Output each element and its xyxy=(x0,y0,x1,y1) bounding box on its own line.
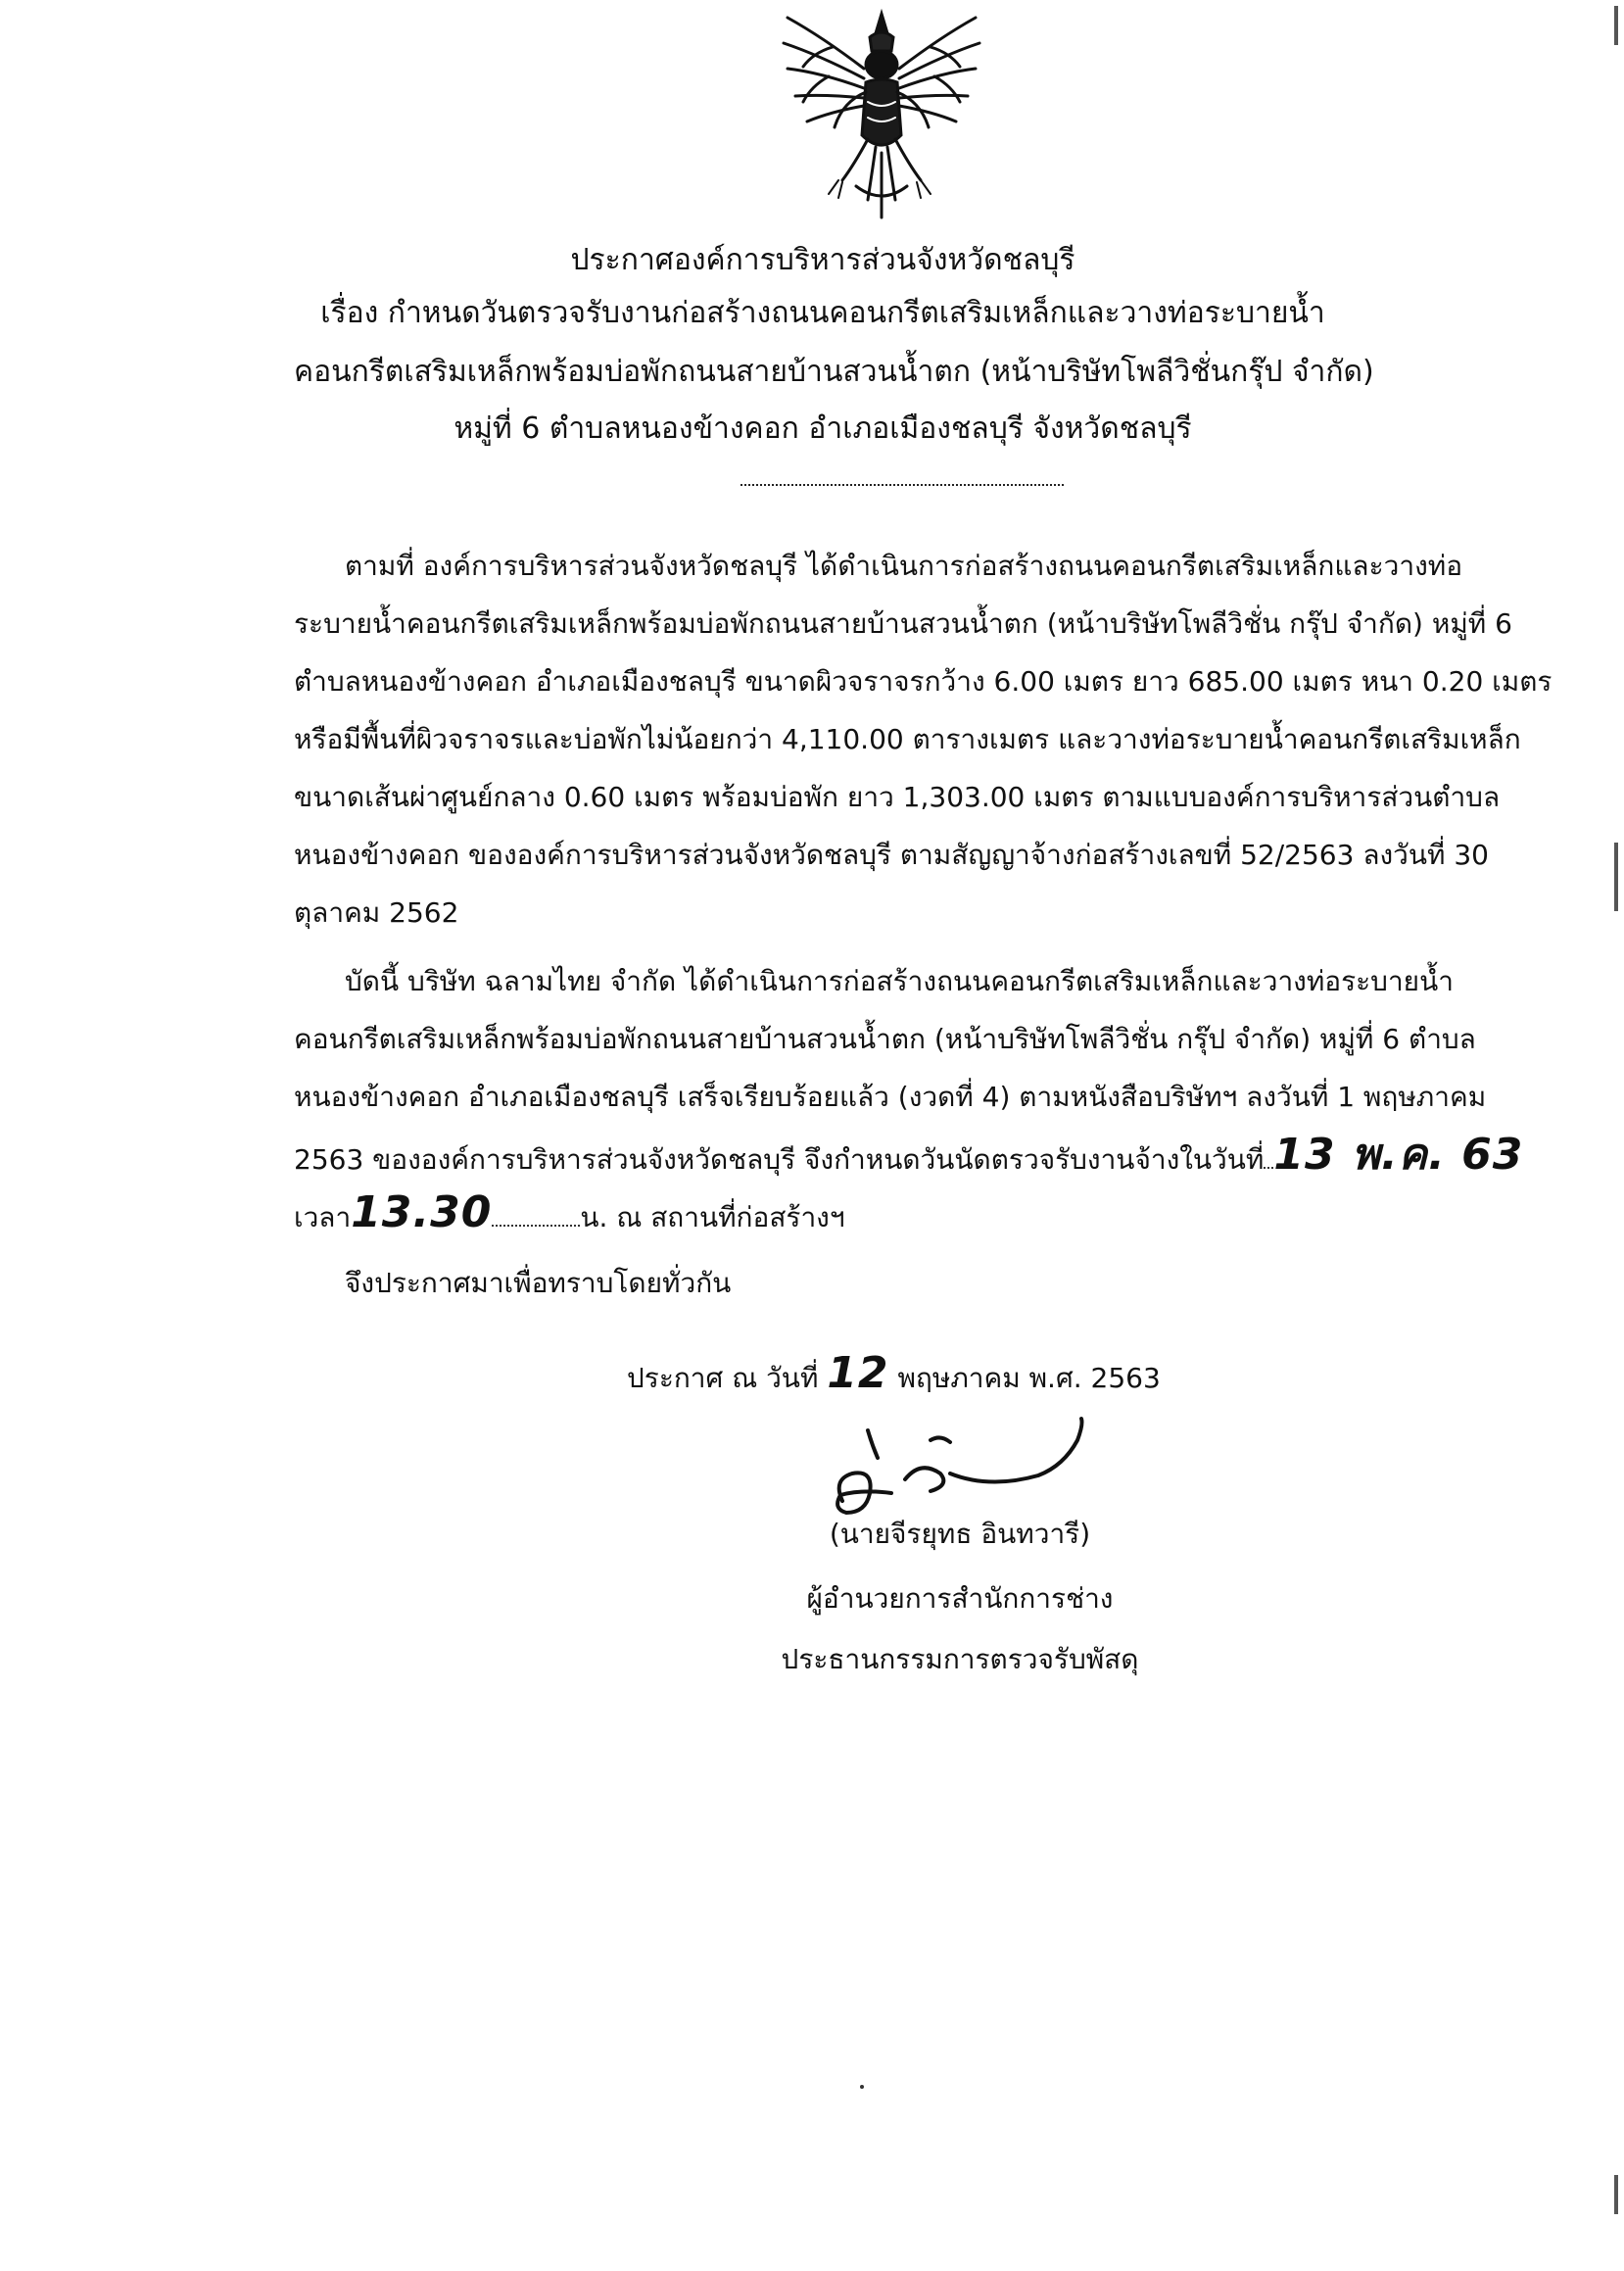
time-label: เวลา xyxy=(294,1201,352,1233)
paragraph-line: ระบายน้ำคอนกรีตเสริมเหล็กพร้อมบ่อพักถนนสายบ้านสวนน้ำตก (หน้าบริษัทโพลีวิชั่น กรุ๊ป จำกัด) หมู่ที่ 6 xyxy=(294,607,1512,640)
signature xyxy=(823,1411,1136,1528)
paragraph-completion xyxy=(294,952,1524,1241)
scan-edge-mark xyxy=(1614,2175,1618,2214)
paragraph-line: หนองข้างคอก อำเภอเมืองชลบุรี เสร็จเรียบร้อยแล้ว (งวดที่ 4) ตามหนังสือบริษัทฯ ลงวันที่ 1 พฤษภาคม xyxy=(294,1081,1487,1113)
handwritten-inspection-date: 13 พ.ค. 63 xyxy=(1273,1130,1524,1180)
paragraph-line xyxy=(294,1184,1450,1241)
paragraph-line: ขนาดเส้นผ่าศูนย์กลาง 0.60 เมตร พร้อมบ่อพัก ยาว 1,303.00 เมตร ตามแบบองค์การบริหารส่วนตำบล xyxy=(294,781,1501,813)
closing-statement: จึงประกาศมาเพื่อทราบโดยทั่วกัน xyxy=(345,1267,732,1299)
garuda-emblem xyxy=(774,8,989,225)
announcement-date xyxy=(627,1350,1161,1402)
paragraph-line: ตำบลหนองข้างคอก อำเภอเมืองชลบุรี ขนาดผิวจราจรกว้าง 6.00 เมตร ยาว 685.00 เมตร หนา 0.20 เมตร xyxy=(294,665,1552,698)
handwritten-inspection-time: 13.30 xyxy=(351,1187,493,1237)
paragraph-line: หรือมีพื้นที่ผิวจราจรและบ่อพักไม่น้อยกว่า 4,110.00 ตารางเมตร และวางท่อระบายน้ำคอนกรีตเสริมเหล็ก xyxy=(294,723,1521,755)
paragraph-line: ตามที่ องค์การบริหารส่วนจังหวัดชลบุรี ได้ดำเนินการก่อสร้างถนนคอนกรีตเสริมเหล็กและวางท่อ xyxy=(345,550,1463,582)
paragraph-line xyxy=(294,1126,1524,1184)
subject-line-1: เรื่อง กำหนดวันตรวจรับงานก่อสร้างถนนคอนกรีตเสริมเหล็กและวางท่อระบายน้ำ xyxy=(320,296,1325,330)
scan-edge-mark xyxy=(1614,6,1618,45)
paragraph-background xyxy=(294,537,1552,942)
time-suffix: น. ณ สถานที่ก่อสร้างฯ xyxy=(580,1201,845,1233)
paragraph-line: หนองข้างคอก ขององค์การบริหารส่วนจังหวัดชลบุรี ตามสัญญาจ้างก่อสร้างเลขที่ 52/2563 ลงวันที่ 30 xyxy=(294,839,1489,871)
dotted-fill xyxy=(1264,1167,1273,1169)
paragraph-line: บัดนี้ บริษัท ฉลามไทย จำกัด ได้ดำเนินการก่อสร้างถนนคอนกรีตเสริมเหล็กและวางท่อระบายน้ำ xyxy=(345,965,1454,997)
announcement-title: ประกาศองค์การบริหารส่วนจังหวัดชลบุรี xyxy=(570,243,1075,277)
dotted-separator xyxy=(740,484,1064,486)
paragraph-line: ตุลาคม 2562 xyxy=(294,896,459,929)
scan-edge-mark xyxy=(1614,843,1618,911)
signatory-role: ประธานกรรมการตรวจรับพัสดุ xyxy=(781,1643,1139,1675)
handwritten-day: 12 xyxy=(827,1348,889,1398)
subject-line-2: คอนกรีตเสริมเหล็กพร้อมบ่อพักถนนสายบ้านสวนน้ำตก (หน้าบริษัทโพลีวิชั่นกรุ๊ป จำกัด) xyxy=(294,355,1374,389)
scan-speck xyxy=(860,2085,864,2089)
subject-line-3: หมู่ที่ 6 ตำบลหนองข้างคอก อำเภอเมืองชลบุรี จังหวัดชลบุรี xyxy=(454,411,1192,446)
announcement-date-prefix: ประกาศ ณ วันที่ xyxy=(627,1362,819,1394)
signatory-name: (นายจีรยุทธ อินทวารี) xyxy=(829,1518,1091,1550)
paragraph-line-text: 2563 ขององค์การบริหารส่วนจังหวัดชลบุรี จึงกำหนดวันนัดตรวจรับงานจ้างในวันที่ xyxy=(294,1143,1265,1176)
announcement-date-suffix: พฤษภาคม พ.ศ. 2563 xyxy=(897,1362,1161,1394)
signatory-title: ผู้อำนวยการสำนักการช่าง xyxy=(806,1582,1114,1615)
paragraph-line: คอนกรีตเสริมเหล็กพร้อมบ่อพักถนนสายบ้านสวนน้ำตก (หน้าบริษัทโพลีวิชั่น กรุ๊ป จำกัด) หมู่ที่ 6 ตำบล xyxy=(294,1023,1476,1055)
dotted-fill xyxy=(492,1225,580,1227)
